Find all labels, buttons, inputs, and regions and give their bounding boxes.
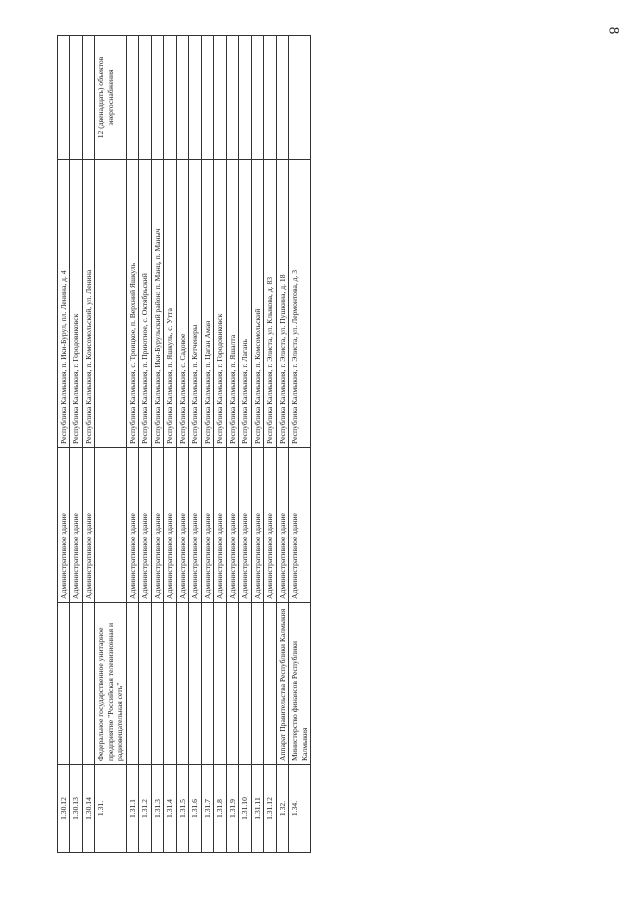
row-number: 1.31.12 (264, 765, 276, 853)
table-row (164, 36, 176, 853)
row-organization (151, 603, 163, 765)
row-organization (189, 603, 201, 765)
row-number: 1.34. (289, 765, 311, 853)
row-organization (201, 603, 213, 765)
row-number: 1.31.2 (139, 765, 151, 853)
row-organization (251, 603, 263, 765)
table-row (139, 36, 151, 853)
row-number: 1.31.6 (189, 765, 201, 853)
row-object: Административное здание (151, 448, 163, 603)
row-address: Республика Калмыкия, п. Яшалта (226, 160, 238, 448)
table-row (201, 36, 213, 853)
row-count (264, 36, 276, 160)
table-row (82, 36, 94, 853)
row-object: Административное здание (58, 448, 70, 603)
row-count (289, 36, 311, 160)
row-object: Административное здание (251, 448, 263, 603)
table-row (251, 36, 263, 853)
row-organization (176, 603, 188, 765)
row-object: Административное здание (264, 448, 276, 603)
row-count (276, 36, 288, 160)
row-address: Республика Калмыкия, п. Цаган Аман (201, 160, 213, 448)
row-address: Республика Калмыкия, г. Городовиковск (214, 160, 226, 448)
row-count (70, 36, 82, 160)
row-object: Административное здание (289, 448, 311, 603)
row-address: Республика Калмыкия, п. Комсомольский, ул. Ленина (82, 160, 94, 448)
row-address: Республика Калмыкия, с. Садовое (176, 160, 188, 448)
row-number: 1.30.12 (58, 765, 70, 853)
row-number: 1.31.3 (151, 765, 163, 853)
row-object: Административное здание (214, 448, 226, 603)
row-count (151, 36, 163, 160)
row-number: 1.31.7 (201, 765, 213, 853)
table-row (289, 36, 311, 853)
row-organization: Федеральное государственное унитарное предприятие "Российская телевизионная и радиовещательная сеть" (95, 603, 126, 765)
table-row (70, 36, 82, 853)
row-organization (239, 603, 251, 765)
row-object: Административное здание (201, 448, 213, 603)
table-row (189, 36, 201, 853)
row-address: Республика Калмыкия, г. Элиста, ул. Лермонтова, д. 3 (289, 160, 311, 448)
row-count (82, 36, 94, 160)
table-row (176, 36, 188, 853)
row-object: Административное здание (164, 448, 176, 603)
row-organization (82, 603, 94, 765)
row-address: Республика Калмыкия, п. Комсомольский (251, 160, 263, 448)
row-number: 1.30.14 (82, 765, 94, 853)
row-number: 1.32. (276, 765, 288, 853)
row-number: 1.30.13 (70, 765, 82, 853)
objects-table (57, 35, 311, 853)
row-count (201, 36, 213, 160)
row-organization: Министерство финансов Республики Калмыкия (289, 603, 311, 765)
row-count (226, 36, 238, 160)
row-number: 1.31.11 (251, 765, 263, 853)
row-count (58, 36, 70, 160)
table-row (239, 36, 251, 853)
row-count (239, 36, 251, 160)
row-address: Республика Калмыкия, п. Яшкуль, с. Утта (164, 160, 176, 448)
row-address (95, 160, 126, 448)
row-organization: Аппарат Правительства Республики Калмыкия (276, 603, 288, 765)
row-count (126, 36, 138, 160)
row-organization (264, 603, 276, 765)
table-row (95, 36, 126, 853)
row-organization (164, 603, 176, 765)
row-number: 1.31.9 (226, 765, 238, 853)
row-address: Республика Калмыкия, Ики-Бурульский район: п. Манц, п. Маныч (151, 160, 163, 448)
page-number: 8 (605, 26, 622, 35)
row-organization (139, 603, 151, 765)
row-organization (214, 603, 226, 765)
table-row (226, 36, 238, 853)
row-object: Административное здание (82, 448, 94, 603)
row-count (189, 36, 201, 160)
row-object: Административное здание (226, 448, 238, 603)
row-count (251, 36, 263, 160)
table-row (151, 36, 163, 853)
row-address: Республика Калмыкия, п. Приютное, с. Октябрьский (139, 160, 151, 448)
row-count (214, 36, 226, 160)
table-row (264, 36, 276, 853)
row-number: 1.31.4 (164, 765, 176, 853)
row-object: Административное здание (70, 448, 82, 603)
row-object (95, 448, 126, 603)
row-count (176, 36, 188, 160)
row-number: 1.31.10 (239, 765, 251, 853)
row-object: Административное здание (239, 448, 251, 603)
row-number: 1.31.5 (176, 765, 188, 853)
table-row (126, 36, 138, 853)
row-address: Республика Калмыкия, г. Городовиковск (70, 160, 82, 448)
row-count (164, 36, 176, 160)
row-address: Республика Калмыкия, п. Ики-Бурул, пл. Ленина, д. 4 (58, 160, 70, 448)
row-object: Административное здание (176, 448, 188, 603)
objects-table-body (58, 36, 311, 853)
row-count (139, 36, 151, 160)
row-organization (226, 603, 238, 765)
row-address: Республика Калмыкия, г. Элиста, ул. Пушкина, д. 18 (276, 160, 288, 448)
row-organization (58, 603, 70, 765)
row-organization (70, 603, 82, 765)
row-object: Административное здание (189, 448, 201, 603)
row-number: 1.31. (95, 765, 126, 853)
rotated-table-container (57, 36, 309, 853)
table-row (276, 36, 288, 853)
table-row (214, 36, 226, 853)
row-address: Республика Калмыкия, с. Троицкое, п. Верхний Яшкуль (126, 160, 138, 448)
row-address: Республика Калмыкия, г. Лагань (239, 160, 251, 448)
row-number: 1.31.1 (126, 765, 138, 853)
row-object: Административное здание (126, 448, 138, 603)
table-row (58, 36, 70, 853)
row-address: Республика Калмыкия, п. Кетченеры (189, 160, 201, 448)
row-number: 1.31.8 (214, 765, 226, 853)
row-organization (126, 603, 138, 765)
row-object: Административное здание (276, 448, 288, 603)
row-object: Административное здание (139, 448, 151, 603)
row-count: 12 (двенадцать) объектов энергоснабжения (95, 36, 126, 160)
row-address: Республика Калмыкия, г. Элиста, ул. Клыкова, д. 83 (264, 160, 276, 448)
